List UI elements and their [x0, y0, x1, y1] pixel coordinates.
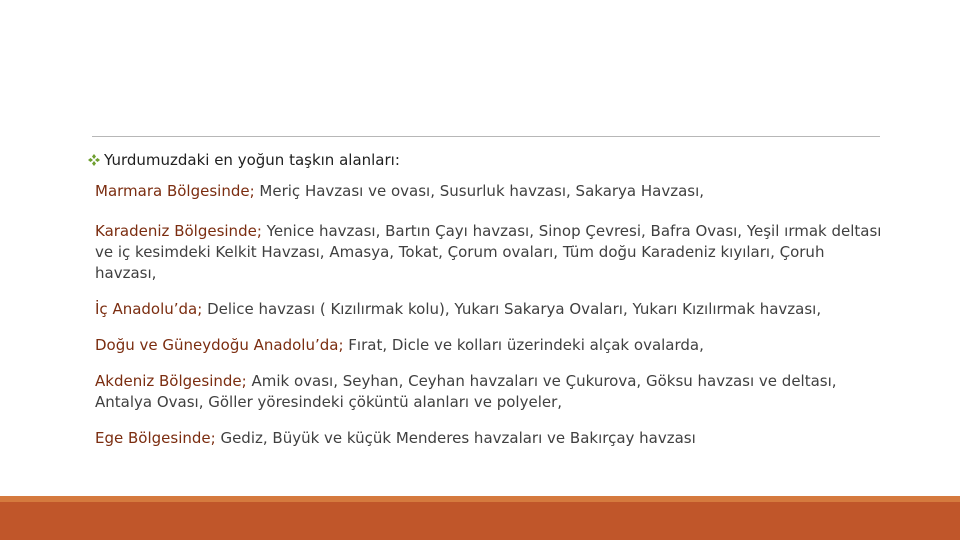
region-name: Doğu ve Güneydoğu Anadolu’da; [95, 336, 344, 354]
region-description: Delice havzası ( Kızılırmak kolu), Yukarı Sakarya Ovaları, Yukarı Kızılırmak havzası, [202, 300, 822, 318]
section-heading [88, 150, 400, 170]
region-name: İç Anadolu’da; [95, 300, 203, 318]
footer-bar [0, 496, 960, 540]
list-item-akdeniz [95, 371, 885, 413]
list-item-ic-anadolu [95, 299, 885, 320]
region-description: Gediz, Büyük ve küçük Menderes havzaları ve Bakırçay havzası [215, 429, 696, 447]
region-description: Amik ovası, Seyhan, Ceyhan havzaları ve Çukurova, Göksu havzası ve deltası, Antalya Ovası, Göller yöresindeki çöküntü alanları ve polyeler, [95, 372, 837, 411]
list-item-ege [95, 428, 885, 449]
region-description: Yenice havzası, Bartın Çayı havzası, Sinop Çevresi, Bafra Ovası, Yeşil ırmak deltası ve iç kesimdeki Kelkit Havzası, Amasya, Tokat, Çorum ovaları, Tüm doğu Karadeniz kıyıları, Çoruh havzası, [95, 222, 882, 282]
list-item-karadeniz [95, 221, 885, 284]
region-name: Akdeniz Bölgesinde; [95, 372, 247, 390]
region-description: Fırat, Dicle ve kolları üzerindeki alçak ovalarda, [343, 336, 704, 354]
region-name: Karadeniz Bölgesinde; [95, 222, 262, 240]
title-divider [92, 136, 880, 137]
region-name: Ege Bölgesinde; [95, 429, 216, 447]
list-item-dogu-guneydogu [95, 335, 885, 356]
region-description: Meriç Havzası ve ovası, Susurluk havzası, Sakarya Havzası, [254, 182, 705, 200]
diamond-bullet-icon [88, 154, 100, 166]
footer-accent-strip [0, 496, 960, 502]
list-item-marmara [95, 181, 885, 202]
region-name: Marmara Bölgesinde; [95, 182, 255, 200]
section-heading-text: Yurdumuzdaki en yoğun taşkın alanları: [104, 151, 400, 169]
